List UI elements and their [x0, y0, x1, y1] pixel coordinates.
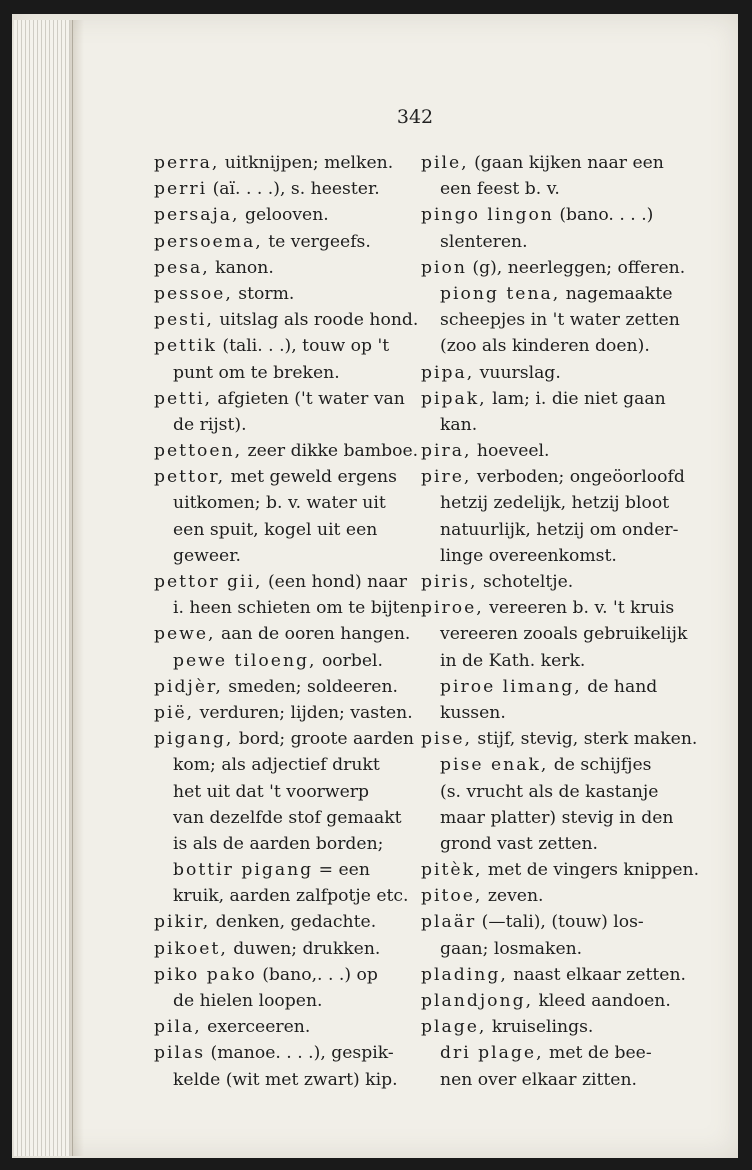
dictionary-line [421, 936, 677, 962]
definition-text: naast elkaar zetten. [507, 964, 687, 985]
dictionary-line [154, 805, 404, 831]
headword: pewe, [154, 624, 216, 645]
dictionary-line [154, 386, 404, 412]
headword: bottir pigang [173, 860, 314, 881]
headword: pitoe, [421, 886, 483, 907]
dictionary-line [154, 1014, 404, 1040]
definition-text: hoeveel. [471, 441, 550, 462]
definition-text: gelooven. [239, 205, 329, 226]
definition-text: (aï. . . .), s. heester. [207, 179, 380, 200]
dictionary-line [421, 857, 700, 883]
dictionary-line [154, 438, 419, 464]
dictionary-line [421, 412, 677, 438]
dictionary-line [154, 752, 404, 778]
definition-text: (s. vrucht als de kastanje [440, 781, 659, 802]
dictionary-line [421, 202, 677, 228]
headword: pitèk, [421, 860, 483, 881]
dictionary-line [154, 936, 404, 962]
definition-text: verboden; ongeöorloofd [471, 467, 685, 488]
headword: pettoen, [154, 441, 243, 462]
definition-text: linge overeenkomst. [440, 545, 617, 566]
headword: pipa, [421, 362, 475, 383]
definition-text: i. heen schieten om te bijten. [173, 598, 427, 619]
dictionary-line [421, 281, 677, 307]
dictionary-line [154, 831, 404, 857]
headword: pessoe, [154, 283, 233, 304]
dictionary-line [421, 464, 685, 490]
definition-text: denken, gedachte. [210, 912, 377, 933]
scan-border [738, 0, 752, 1170]
dictionary-line [154, 857, 404, 883]
definition-text: uitkomen; b. v. water uit [173, 493, 386, 514]
dictionary-line [154, 150, 404, 176]
dictionary-line [154, 490, 404, 516]
dictionary-line [154, 307, 419, 333]
headword: persaja, [154, 205, 240, 226]
definition-text: (g), neerleggen; offeren. [466, 257, 686, 278]
definition-text: uitslag als roode hond. [213, 310, 419, 331]
headword: pesa, [154, 257, 210, 278]
definition-text: nagemaakte [560, 283, 673, 304]
dictionary-line [421, 333, 677, 359]
definition-text: oorbel. [316, 650, 383, 671]
left-column [154, 150, 427, 1093]
right-column [421, 150, 700, 1093]
dictionary-line [421, 360, 677, 386]
definition-text: aan de ooren hangen. [215, 624, 411, 645]
headword: pettik [154, 336, 217, 357]
headword: persoema, [154, 231, 263, 252]
definition-text: (bano,. . .) op [256, 964, 378, 985]
dictionary-line [421, 883, 677, 909]
dictionary-line [421, 176, 677, 202]
definition-text: bord; groote aarden [233, 729, 414, 750]
dictionary-line [421, 909, 677, 935]
definition-text: (gaan kijken naar een [468, 153, 664, 173]
definition-text: vuurslag. [474, 362, 561, 383]
definition-text: een spuit, kogel uit een [173, 519, 378, 540]
headword: pila, [154, 1017, 202, 1038]
headword: plage, [421, 1017, 487, 1038]
definition-text: (—tali), (touw) los- [476, 912, 644, 933]
definition-text: storm. [232, 283, 295, 304]
headword: pilas [154, 1043, 206, 1064]
headword: plandjong, [421, 991, 534, 1011]
headword: pipak, [421, 388, 487, 409]
dictionary-line [421, 595, 677, 621]
dictionary-line [154, 595, 427, 621]
definition-text: schoteltje. [477, 572, 574, 592]
dictionary-line [154, 229, 404, 255]
headword: perri [154, 179, 208, 200]
definition-text: kussen. [440, 702, 506, 723]
dictionary-line [421, 779, 677, 805]
dictionary-line [421, 831, 677, 857]
dictionary-line [154, 621, 411, 647]
dictionary-line [154, 412, 404, 438]
headword: pettor, [154, 467, 226, 488]
dictionary-line [421, 1014, 677, 1040]
dictionary-line [421, 648, 677, 674]
dictionary-line [421, 1040, 677, 1066]
dictionary-line [421, 307, 680, 333]
definition-text: kan. [440, 414, 478, 435]
definition-text: is als de aarden borden; [173, 833, 384, 854]
headword: piroe, [421, 598, 484, 619]
definition-text: uitknijpen; melken. [219, 153, 394, 173]
dictionary-line [421, 150, 677, 176]
definition-text: slenteren. [440, 231, 528, 252]
definition-text: kom; als adjectief drukt [173, 755, 380, 776]
headword: piko pako [154, 964, 257, 985]
dictionary-line [154, 674, 404, 700]
definition-text: het uit dat 't voorwerp [173, 781, 369, 802]
dictionary-line [421, 569, 677, 595]
headword: pion [421, 257, 467, 278]
headword: pewe tiloeng, [173, 650, 317, 671]
definition-text: met geweld ergens [225, 467, 397, 488]
dictionary-line [154, 517, 404, 543]
definition-text: kruik, aarden zalfpotje etc. [173, 886, 409, 907]
definition-text: de hand [581, 676, 658, 697]
definition-text: (tali. . .), touw op 't [216, 336, 390, 357]
dictionary-line [154, 909, 404, 935]
definition-text: stijf, stevig, sterk maken. [471, 729, 698, 750]
definition-text: (een hond) naar [262, 572, 407, 592]
dictionary-line [154, 700, 413, 726]
dictionary-line [154, 1067, 404, 1093]
definition-text: natuurlijk, hetzij om onder- [440, 519, 679, 540]
dictionary-line [421, 805, 677, 831]
spine-shadow [70, 20, 84, 1156]
dictionary-line [421, 752, 677, 778]
headword: piris, [421, 572, 478, 592]
dictionary-line [154, 360, 404, 386]
definition-text: vereeren zooals gebruikelijk [440, 624, 688, 645]
dictionary-line [154, 569, 407, 595]
definition-text: zeven. [482, 886, 544, 907]
dictionary-line [421, 1067, 677, 1093]
definition-text: een feest b. v. [440, 179, 560, 200]
headword: pise enak, [440, 755, 549, 776]
headword: pië, [154, 702, 195, 723]
dictionary-line [154, 255, 404, 281]
definition-text: kelde (wit met zwart) kip. [173, 1069, 398, 1090]
definition-text: scheepjes in 't water zetten [440, 310, 680, 331]
definition-text: de rijst). [173, 414, 247, 435]
definition-text: in de Kath. kerk. [440, 650, 586, 671]
dictionary-line [421, 229, 677, 255]
headword: pikoet, [154, 938, 228, 959]
dictionary-line [154, 1040, 404, 1066]
definition-text: de hielen loopen. [173, 991, 323, 1011]
dictionary-line [421, 621, 688, 647]
definition-text: vereeren b. v. 't kruis [483, 598, 675, 619]
definition-text: kruiselings. [486, 1017, 594, 1038]
definition-text: zeer dikke bamboe. [242, 441, 419, 462]
dictionary-line [421, 700, 677, 726]
definition-text: geweer. [173, 545, 242, 566]
dictionary-line [154, 779, 404, 805]
definition-text: verduren; lijden; vasten. [194, 702, 413, 723]
definition-text: punt om te breken. [173, 362, 340, 383]
definition-text: (zoo als kinderen doen). [440, 336, 650, 357]
headword: pise, [421, 729, 472, 750]
definition-text: afgieten ('t water van [211, 388, 405, 409]
definition-text: kleed aandoen. [533, 991, 671, 1011]
dictionary-line [154, 726, 414, 752]
dictionary-line [154, 962, 404, 988]
dictionary-line [154, 281, 404, 307]
dictionary-line [154, 202, 404, 228]
definition-text: grond vast zetten. [440, 833, 598, 854]
dictionary-line [421, 255, 686, 281]
definition-text: nen over elkaar zitten. [440, 1069, 638, 1090]
dictionary-line [421, 438, 677, 464]
definition-text: van dezelfde stof gemaakt [173, 807, 402, 828]
headword: petti, [154, 388, 212, 409]
definition-text: maar platter) stevig in den [440, 807, 674, 828]
dictionary-line [154, 333, 404, 359]
definition-text: te vergeefs. [262, 231, 371, 252]
headword: pesti, [154, 310, 214, 331]
headword: piroe limang, [440, 676, 582, 697]
definition-text: (bano. . . .) [553, 205, 654, 226]
headword: pigang, [154, 729, 234, 750]
dictionary-line [421, 988, 677, 1014]
definition-text: lam; i. die niet gaan [486, 388, 666, 409]
headword: pettor gii, [154, 572, 263, 592]
dictionary-line [421, 490, 677, 516]
definition-text: = een [313, 860, 370, 881]
headword: pidjèr, [154, 676, 223, 697]
definition-text: met de bee- [543, 1043, 652, 1064]
dictionary-line [154, 543, 404, 569]
definition-text: exerceeren. [201, 1017, 311, 1038]
dictionary-line [421, 386, 677, 412]
headword: plading, [421, 964, 508, 985]
dictionary-line [421, 517, 677, 543]
headword: pire, [421, 467, 472, 488]
dictionary-line [421, 674, 677, 700]
definition-text: (manoe. . . .), gespik- [205, 1043, 394, 1064]
definition-text: met de vingers knippen. [482, 860, 700, 881]
headword: dri plage, [440, 1043, 544, 1064]
headword: pikir, [154, 912, 211, 933]
headword: piong tena, [440, 283, 561, 304]
page-stack-edge [14, 20, 73, 1156]
headword: plaär [421, 912, 477, 933]
definition-text: duwen; drukken. [227, 938, 381, 959]
definition-text: de schijfjes [548, 755, 652, 776]
dictionary-line [154, 176, 404, 202]
definition-text: smeden; soldeeren. [222, 676, 398, 697]
dictionary-line [154, 464, 404, 490]
definition-text: hetzij zedelijk, hetzij bloot [440, 493, 670, 514]
page-number: 342 [396, 106, 434, 128]
definition-text: gaan; losmaken. [440, 938, 583, 959]
dictionary-line [421, 543, 677, 569]
definition-text: kanon. [209, 257, 274, 278]
dictionary-line [154, 648, 404, 674]
dictionary-line [154, 883, 409, 909]
headword: perra, [154, 153, 220, 173]
dictionary-line [154, 988, 404, 1014]
headword: pile, [421, 153, 469, 173]
headword: pingo lingon [421, 205, 554, 226]
dictionary-line [421, 962, 687, 988]
dictionary-line [421, 726, 698, 752]
headword: pira, [421, 441, 472, 462]
